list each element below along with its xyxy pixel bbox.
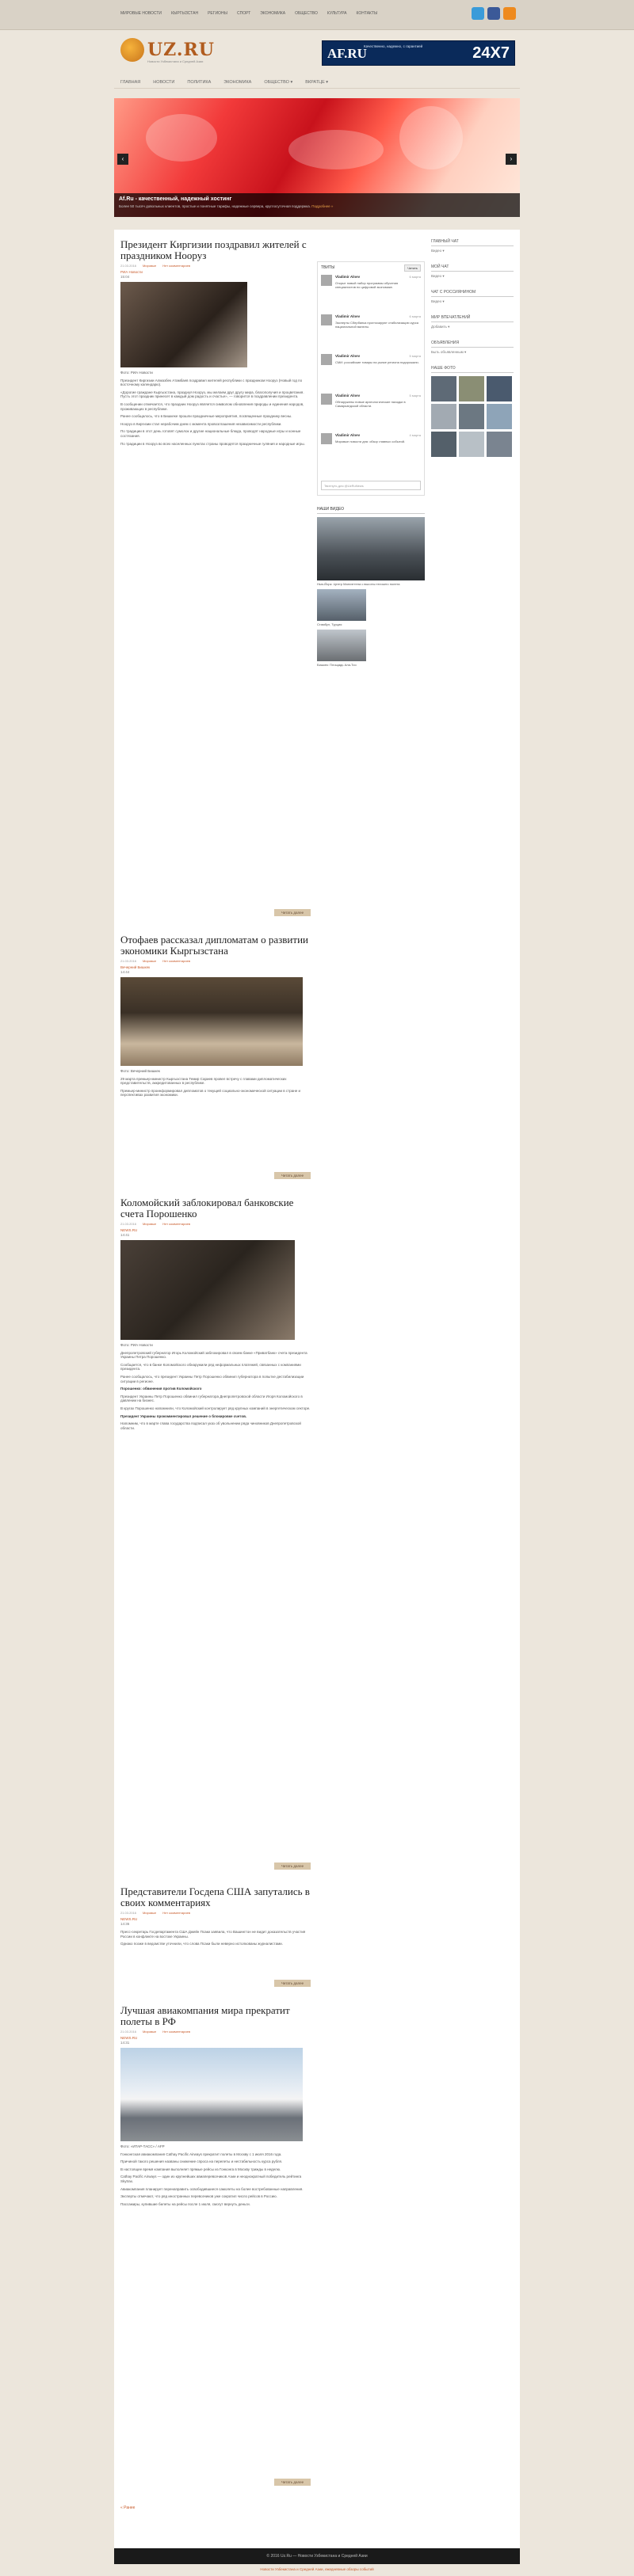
mainnav-item[interactable]: ПОЛИТИКА xyxy=(187,79,212,85)
gallery-thumb[interactable] xyxy=(431,404,456,429)
post xyxy=(120,934,311,1098)
post-paragraph: В настоящее время компания выполняет прямые рейсы из Гонконга в Москву трижды в неделю. xyxy=(120,2167,281,2171)
post-paragraph: Сообщается, что в банке Коломойского обнаружили ряд неформальных платежей, связанных с компаниями президента. xyxy=(120,1362,301,1372)
banner-logo: AF.RU xyxy=(327,46,367,61)
post xyxy=(120,2005,311,2206)
read-more-button[interactable]: Читать далее xyxy=(274,909,311,916)
right-sidebar xyxy=(431,315,514,329)
right-sidebar xyxy=(431,264,514,279)
video-thumb[interactable] xyxy=(317,517,425,580)
post-comments[interactable]: Нет комментариев xyxy=(162,2030,190,2034)
sub-footer: Новости Узбекистана и Средней Азии, ежедневные обзоры событий xyxy=(260,2567,374,2571)
gallery-thumb[interactable] xyxy=(487,376,512,401)
slider-title[interactable]: Af.Ru - качественный, надежный хостинг xyxy=(119,196,232,202)
post-source xyxy=(120,270,311,280)
post-date: 21.03.2016 xyxy=(120,1222,137,1226)
featured-slider[interactable] xyxy=(114,98,520,217)
post-photo[interactable] xyxy=(120,1240,295,1340)
post-subheading: Порошенко: обвинения против Коломойского xyxy=(120,1387,202,1391)
post-paragraph: Напомним, что в марте глава государства подписал указ об увольнении ряда чиновников Днепропетровской области. xyxy=(120,1421,301,1430)
post-paragraph: По традиции в этот день готовят сумолок и другие национальные блюда, проводят народные игры и конные состязания. xyxy=(120,429,301,438)
tweet-text: СМИ: российские товары на рынке региона подорожали. xyxy=(335,360,419,364)
topnav-item[interactable]: МИРОВЫЕ НОВОСТИ xyxy=(120,11,162,16)
pagination-prev[interactable]: « Ранее xyxy=(120,2506,136,2510)
post-paragraph: Причиной такого решения названы снижение спроса на перелеты и нестабильность курса рубля. xyxy=(120,2159,283,2164)
post-paragraph: Фото: Вечерний Бишкек xyxy=(120,1069,160,1073)
post-paragraph: 29 марта премьер-министр Кыргызстана Темир Сариев провел встречу с главами дипломатических представительств, аккредитованных в республике. xyxy=(120,1076,287,1086)
avatar xyxy=(321,394,332,405)
main-nav xyxy=(114,76,520,89)
post-time: 14:44 xyxy=(120,970,130,974)
post-paragraph: В сообщении отмечается, что праздник Нооруз является символом обновления природы и единения народов, проживающих в республике. xyxy=(120,401,304,411)
right-sidebar xyxy=(431,239,514,253)
post-paragraph: Пресс-секретарь Госдепартамента США Джейн Псаки заявила, что Вашингтон не видит доказательств участия России в конфликте на востоке Украины. xyxy=(120,1930,306,1939)
tweet-text: Обнаружены новые археологические находки в Самаркандской области. xyxy=(335,400,406,408)
post-comments[interactable]: Нет комментариев xyxy=(162,1911,190,1915)
video-caption[interactable]: Стамбул, Турция xyxy=(317,622,342,626)
post-source-link[interactable]: NEWS.RU xyxy=(120,2036,138,2040)
post-paragraph: Фото: РИА Новости xyxy=(120,371,153,375)
post-paragraph: «Дорогие граждане Кыргызстана, празднуя Нооруз, мы желаем друг другу мира, благополучия и процветания. Пусть этот праздник принесет в каждый дом радость и счастье», — говорится в поздравлении президента. xyxy=(120,390,304,399)
post-paragraph: Президент Украины Петр Порошенко обвинил губернатора Днепропетровской области Игоря Коломойского в давлении на бизнес. xyxy=(120,1394,303,1403)
tweet-item[interactable] xyxy=(321,314,421,351)
avatar xyxy=(321,314,332,325)
post-paragraph: Днепропетровский губернатор Игорь Коломойский заблокировал в своем банке «Приватбанк» счета президента Украины Петра Порошенко. xyxy=(120,1350,307,1360)
mainnav-item[interactable]: НОВОСТИ xyxy=(153,79,175,85)
topnav-item[interactable]: КУЛЬТУРА xyxy=(327,11,347,16)
post-title[interactable]: Представители Госдепа США запутались в своих комментариях xyxy=(120,1885,310,1908)
post-title[interactable]: Лучшая авиакомпания мира прекратит полеты в РФ xyxy=(120,2004,290,2027)
post-source-link[interactable]: РИА Новости xyxy=(120,270,143,274)
header-banner[interactable] xyxy=(322,40,515,66)
slider-decor xyxy=(288,130,384,169)
mainnav-item[interactable]: ГЛАВНАЯ xyxy=(120,79,141,85)
top-bar xyxy=(0,0,634,30)
post-photo[interactable] xyxy=(120,977,303,1066)
video-caption[interactable]: Нью-Йорк: Центр Манхэттена с высоты птичьего полета xyxy=(317,582,400,586)
post-source xyxy=(120,2036,311,2045)
slider-desc-text: Более 50 тысяч довольных клиентов, простые и понятные тарифы, надежные сервера, круглосуточная поддержка. xyxy=(119,204,311,208)
tweet-compose-input[interactable]: Твитнуть для @UzRuNews xyxy=(321,481,421,490)
tweet-author[interactable]: Vladimir Alnev xyxy=(335,354,361,358)
slider-decor xyxy=(399,106,463,169)
post-meta xyxy=(120,2030,311,2034)
right-sidebar xyxy=(431,341,514,355)
video-caption[interactable]: Бишкек: Площадь Ала-Тоо xyxy=(317,663,357,667)
post-meta xyxy=(120,1222,311,1226)
tweet-text: Эксперты Сбербанка прогнозируют стабилизацию курса национальной валюты. xyxy=(335,321,418,329)
post-source xyxy=(120,1917,311,1927)
post-category[interactable]: Мировые xyxy=(143,959,157,963)
tweet-author[interactable]: Vladimir Alnev xyxy=(335,275,361,279)
post xyxy=(120,1197,311,1430)
read-more-button[interactable]: Читать далее xyxy=(274,2479,311,2486)
topnav-item[interactable]: КЫРГЫЗСТАН xyxy=(171,11,199,16)
topnav-item[interactable]: ОБЩЕСТВО xyxy=(295,11,318,16)
post-title[interactable]: Президент Киргизии поздравил жителей с праздником Нооруз xyxy=(120,238,307,261)
post-paragraph: Фото: РИА Новости xyxy=(120,1343,153,1347)
slider-more-link[interactable]: Подробнее » xyxy=(311,204,334,208)
twitter-icon[interactable] xyxy=(472,7,484,20)
post-source-link[interactable]: Вечерний Бишкек xyxy=(120,965,151,969)
topnav-item[interactable]: СПОРТ xyxy=(236,11,251,16)
tweet-author[interactable]: Vladimir Alnev xyxy=(335,314,361,318)
follow-button[interactable]: Читать xyxy=(404,264,421,272)
right-sidebar xyxy=(431,290,514,304)
video-title: НАШИ ВИДЕО xyxy=(317,507,425,514)
tweet-author[interactable]: Vladimir Alnev xyxy=(335,433,361,437)
sidebar-select[interactable]: Видео ▾ xyxy=(431,299,445,303)
post-meta xyxy=(120,1911,311,1915)
post-category[interactable]: Мировые xyxy=(143,1911,157,1915)
banner-badge: 24X7 xyxy=(472,44,510,62)
tweet-item[interactable] xyxy=(321,433,421,470)
post-time: 14:36 xyxy=(120,1922,130,1926)
sidebar-select[interactable]: Быть объявленным ▾ xyxy=(431,350,467,354)
tweet-time: 5 марта xyxy=(409,354,421,358)
post-paragraph: Премьер-министр проинформировал дипломатов о текущей социально-экономической ситуации в стране и перспективах развития экономики. xyxy=(120,1088,300,1098)
read-more-button[interactable]: Читать далее xyxy=(274,1863,311,1870)
gallery-thumb[interactable] xyxy=(431,376,456,401)
tweet-time: 4 марта xyxy=(409,433,421,437)
post-time: 15:04 xyxy=(120,275,130,279)
gallery-thumb[interactable] xyxy=(487,404,512,429)
post-paragraph: Фото: «ИТАР-ТАСС» / AFP xyxy=(120,2144,165,2148)
gallery-thumb[interactable] xyxy=(487,432,512,457)
post-paragraph: Ранее сообщалось, что в Бишкеке прошли праздничные мероприятия, посвященные празднику весны. xyxy=(120,414,292,419)
mainnav-item[interactable]: ОБЩЕСТВО ▾ xyxy=(264,79,293,85)
topnav-item[interactable]: РЕГИОНЫ xyxy=(208,11,227,16)
tweet-time: 6 марта xyxy=(409,275,421,279)
slider-caption xyxy=(114,193,520,217)
post-date: 21.03.2016 xyxy=(120,264,137,268)
post-source-link[interactable]: NEWS.RU xyxy=(120,1228,138,1232)
post-paragraph: Эксперты отмечают, что ряд иностранных перевозчиков уже сократил число рейсов в Россию. xyxy=(120,2194,277,2199)
post-comments[interactable]: Нет комментариев xyxy=(162,959,190,963)
post-paragraph: Авиакомпания планирует перенаправить освободившиеся самолеты на более востребованные направления. xyxy=(120,2186,304,2191)
post-date: 21.03.2016 xyxy=(120,959,137,963)
post-photo[interactable] xyxy=(120,2048,303,2141)
photo-grid xyxy=(431,376,514,457)
read-more-button[interactable]: Читать далее xyxy=(274,1172,311,1179)
tweet-item[interactable] xyxy=(321,354,421,390)
post-paragraph: Нооруз в Киргизии стал нерабочим днем с момента провозглашения независимости республики. xyxy=(120,421,282,426)
post-category[interactable]: Мировые xyxy=(143,1222,157,1226)
facebook-icon[interactable] xyxy=(487,7,500,20)
post-title[interactable]: Коломойский заблокировал банковские счета Порошенко xyxy=(120,1197,294,1220)
mainnav-item[interactable]: ЭКОНОМИКА xyxy=(223,79,252,85)
post-time: 14:31 xyxy=(120,2041,130,2045)
post-paragraph: В кругах Порошенко напомнили, что Коломойский контролирует ряд крупных компаний в энергетическом секторе. xyxy=(120,1406,311,1410)
post-source xyxy=(120,1228,311,1238)
tweet-text: Мировые новости дня: обзор главных событий. xyxy=(335,439,406,443)
tweet-text: Открыт новый набор программы обучения специалистов по цифровой экономике. xyxy=(335,281,399,289)
gallery-thumb[interactable] xyxy=(459,432,484,457)
post-meta xyxy=(120,959,311,963)
sidebar-heading: ГЛАВНЫЙ ЧАТ xyxy=(431,239,514,246)
video-thumb[interactable] xyxy=(317,589,366,621)
post-subheading: Президент Украины прокомментировал решение о блокировке счетов. xyxy=(120,1414,247,1418)
logo-emblem-icon xyxy=(120,38,144,62)
post-date: 21.03.2016 xyxy=(120,2030,137,2034)
post-paragraph: Однако позже в ведомстве уточнили, что слова Псаки были неверно истолкованы журналистами. xyxy=(120,1942,283,1946)
post-paragraph: Гонконгская авиакомпания Cathay Pacific Airways прекратит полеты в Москву с 1 июля 2016 года. xyxy=(120,2152,282,2156)
sidebar-heading: МИР ВПЕЧАТЛЕНИЙ xyxy=(431,315,514,322)
tweets-widget xyxy=(317,261,425,496)
slider-prev-icon[interactable]: ‹ xyxy=(117,154,128,165)
tweets-title: ТВИТЫ xyxy=(321,265,335,270)
tweet-item[interactable] xyxy=(321,394,421,430)
avatar xyxy=(321,433,332,444)
tweet-time: 5 марта xyxy=(409,394,421,398)
footer-copyright: © 2016 Uz.Ru — Новости Узбекистана и Средней Азии xyxy=(266,2554,368,2559)
post-source xyxy=(120,965,311,975)
post-date: 21.03.2016 xyxy=(120,1911,137,1915)
sidebar-select[interactable]: Добавить ▾ xyxy=(431,325,450,329)
mainnav-item[interactable]: ВКРАТЦЕ ▾ xyxy=(305,79,329,85)
topnav-item[interactable]: КОНТАКТЫ xyxy=(356,11,378,16)
slider-decor xyxy=(146,114,217,162)
tweet-item[interactable] xyxy=(321,275,421,311)
sidebar-heading: НАШЕ ФОТО xyxy=(431,366,514,373)
post-title[interactable]: Отофаев рассказал дипломатам о развитии экономики Кыргызстана xyxy=(120,934,308,957)
post-time: 14:41 xyxy=(120,1233,130,1237)
post-meta xyxy=(120,264,311,268)
avatar xyxy=(321,354,332,365)
slider-desc xyxy=(119,204,515,209)
post xyxy=(120,1886,311,1946)
post-paragraph: Ранее сообщалось, что президент Украины Петр Порошенко обвинил губернатора в попытке дестабилизации ситуации в регионе. xyxy=(120,1374,304,1383)
post-paragraph: Пассажиры, купившие билеты на рейсы после 1 июля, смогут вернуть деньги. xyxy=(120,2201,250,2206)
sidebar-heading: ОБЪЯВЛЕНИЯ xyxy=(431,341,514,348)
post-paragraph: Президент Киргизии Алмазбек Атамбаев поздравил жителей республики с праздником Нооруз (Новый год по восточному календарю). xyxy=(120,378,303,387)
post-source-link[interactable]: NEWS.RU xyxy=(120,1917,138,1921)
rss-icon[interactable] xyxy=(503,7,516,20)
post-paragraph: По традиции в Нооруз во всех населенных пунктах страны проводятся праздничные гуляния и народные игры. xyxy=(120,441,305,446)
read-more-button[interactable]: Читать далее xyxy=(274,1980,311,1987)
logo-tagline: Новости Узбекистана и Средней Азии xyxy=(147,59,204,63)
footer xyxy=(114,2548,520,2564)
gallery-thumb[interactable] xyxy=(431,432,456,457)
logo-text: UZ.RU xyxy=(147,40,215,60)
post-category[interactable]: Мировые xyxy=(143,2030,157,2034)
post-comments[interactable]: Нет комментариев xyxy=(162,264,190,268)
video-widget xyxy=(317,507,425,667)
video-thumb[interactable] xyxy=(317,630,366,661)
topnav-item[interactable]: ЭКОНОМИКА xyxy=(260,11,286,16)
sidebar-heading: МОЙ ЧАТ xyxy=(431,264,514,272)
photo-gallery xyxy=(431,366,514,457)
sidebar-select[interactable]: Видео ▾ xyxy=(431,274,445,278)
slider-next-icon[interactable]: › xyxy=(506,154,517,165)
sidebar-select[interactable]: Видео ▾ xyxy=(431,249,445,253)
post xyxy=(120,239,311,446)
sidebar-heading: ЧАТ С РОССИЯНИНОМ xyxy=(431,290,514,297)
banner-text: Качественно, надежно, с гарантией xyxy=(364,44,423,48)
top-nav xyxy=(120,11,377,16)
post-category[interactable]: Мировые xyxy=(143,264,157,268)
post-photo[interactable] xyxy=(120,282,247,367)
gallery-thumb[interactable] xyxy=(459,376,484,401)
gallery-thumb[interactable] xyxy=(459,404,484,429)
tweet-author[interactable]: Vladimir Alnev xyxy=(335,394,361,398)
post-paragraph: Cathay Pacific Airways — один из крупнейших авиаперевозчиков Азии и неоднократный победитель рейтинга Skytrax. xyxy=(120,2175,302,2183)
post-comments[interactable]: Нет комментариев xyxy=(162,1222,190,1226)
avatar xyxy=(321,275,332,286)
tweet-time: 6 марта xyxy=(409,314,421,318)
